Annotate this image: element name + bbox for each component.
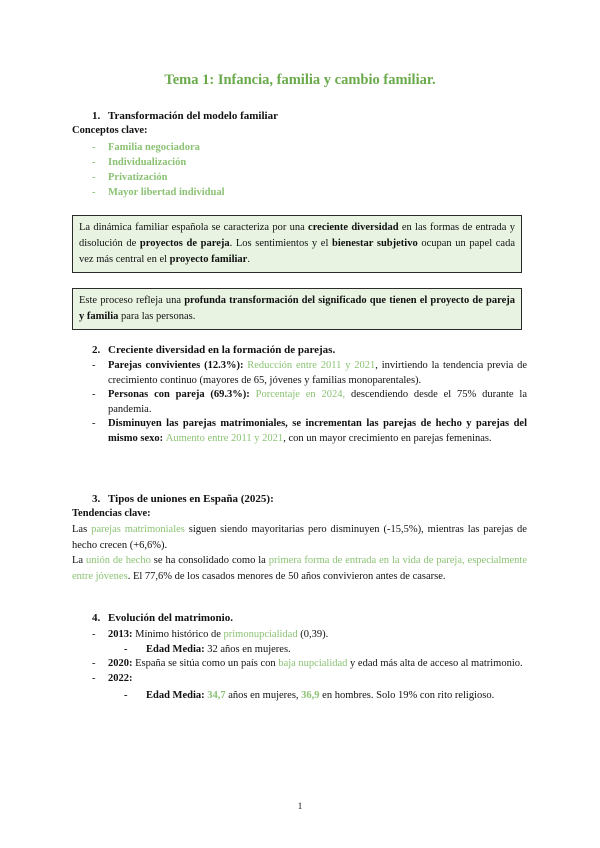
- list-item: [92, 388, 527, 417]
- item-text: en hombres. Solo 19% con rito religioso.: [319, 690, 495, 701]
- paragraph-1: [72, 522, 527, 554]
- item-highlight: Porcentaje en 2024,: [255, 389, 346, 400]
- box2-text: Este proceso refleja una: [79, 295, 185, 306]
- section-4-list: [92, 628, 527, 704]
- list-item: [92, 417, 527, 446]
- section-2-heading: [92, 344, 335, 356]
- para-highlight: unión de hecho: [86, 555, 151, 566]
- item-text: años en mujeres,: [225, 690, 302, 701]
- item-bold: 2013:: [108, 629, 133, 640]
- item-bold: Disminuyen las parejas matrimoniales, se incrementan las parejas de hecho y parejas del mismo sexo: [108, 418, 527, 444]
- box1-text: La dinámica familiar española se caracteriza por una: [79, 222, 309, 233]
- page-title: Tema 1: Infancia, familia y cambio familiar.: [164, 72, 436, 88]
- section-1-number: 1.: [92, 110, 101, 122]
- list-item: [92, 359, 527, 388]
- item-text: y edad más alta de acceso al matrimonio.: [347, 658, 523, 669]
- section-1-title: Transformación del modelo familiar: [108, 110, 278, 122]
- list-item: [92, 628, 527, 657]
- sub-list-item: [124, 643, 527, 658]
- para-text: . El 77,6% de los casados menores de 50 años convivieron antes de casarse.: [127, 571, 446, 582]
- concept-item: - Mayor libertad individual: [92, 185, 225, 200]
- item-text: , invirtiendo la tendencia previa de crecimiento continuo (mayores de 65, jóvenes y familias monoparentales).: [108, 360, 527, 386]
- sub-list-item: [124, 689, 527, 704]
- item-bold: 2020:: [108, 658, 133, 669]
- box1-bold: bienestar subjetivo: [332, 238, 418, 249]
- section-2-title: Creciente diversidad en la formación de parejas.: [108, 344, 336, 356]
- concept-item: - Privatización: [92, 170, 225, 185]
- concepts-list: [92, 140, 225, 200]
- item-text: 32 años en mujeres.: [204, 643, 291, 655]
- section-1-heading: [92, 110, 278, 122]
- item-text: España se sitúa como un país con: [132, 658, 279, 669]
- para-text: siguen siendo mayoritarias pero disminuyen (-15,5%), mientras las parejas de hecho crecen (+6,6%).: [72, 524, 527, 551]
- para-text: La: [72, 555, 87, 566]
- highlight-box-1: [72, 215, 522, 273]
- item-text: Mínimo histórico de: [132, 629, 224, 640]
- section-2-list: [92, 359, 527, 446]
- concept-item: - Familia negociadora: [92, 140, 225, 155]
- box1-text: ocupan un papel cada vez más central en el: [79, 238, 515, 265]
- concepts-label: Conceptos clave:: [72, 125, 148, 136]
- item-bold: Parejas convivientes (12.3%): [108, 360, 240, 371]
- item-bold: 2022:: [108, 672, 133, 684]
- box1-bold: proyectos de pareja: [139, 238, 230, 249]
- item-highlight: Aumento entre 2011 y 2021: [165, 432, 284, 444]
- highlight-box-2: [72, 288, 522, 330]
- para-highlight: primera forma de entrada en la vida de pareja, especialmente entre jóvenes: [72, 555, 528, 582]
- concept-item: - Individualización: [92, 155, 225, 170]
- item-highlight: 36,9: [301, 690, 320, 701]
- item-bold: Personas con pareja (69.3%): [108, 389, 247, 400]
- item-highlight: 34,7: [207, 690, 226, 701]
- section-2-number: 2.: [92, 344, 101, 356]
- list-item: [92, 672, 527, 704]
- section-4-heading: [92, 612, 233, 624]
- item-bold: Edad Media:: [146, 643, 205, 655]
- item-bold: Edad Media:: [146, 690, 205, 701]
- section-3-number: 3.: [92, 493, 101, 505]
- section-3-heading: [92, 493, 274, 505]
- section-3-title: Tipos de uniones en España (2025):: [108, 493, 274, 505]
- trends-label: Tendencias clave:: [72, 508, 151, 519]
- box1-text: en las formas de entrada y disolución de: [79, 222, 515, 249]
- item-highlight: Reducción entre 2011 y 2021: [247, 360, 376, 371]
- box1-text: . Los sentimientos y el: [229, 238, 333, 249]
- box1-text: .: [247, 254, 250, 265]
- box2-text: para las personas.: [118, 311, 196, 322]
- item-highlight: primonupcialidad: [223, 629, 298, 640]
- list-item: [92, 657, 527, 672]
- item-text: , con un mayor crecimiento en parejas femeninas.: [283, 432, 492, 444]
- item-text: descendiendo desde el 75% durante la pandemia.: [108, 389, 527, 415]
- item-colon: :: [246, 389, 256, 400]
- item-colon: :: [159, 432, 166, 444]
- para-text: Las: [72, 524, 92, 535]
- page-number: 1: [297, 801, 303, 811]
- box1-bold: proyecto familiar: [169, 254, 248, 265]
- paragraph-2: [72, 553, 527, 585]
- para-highlight: parejas matrimoniales: [91, 524, 185, 535]
- section-4-title: Evolución del matrimonio.: [108, 612, 233, 624]
- box2-bold: profunda transformación del significado que tienen el proyecto de pareja y familia: [79, 295, 516, 322]
- section-4-number: 4.: [92, 612, 101, 624]
- item-text: (0,39).: [297, 629, 329, 640]
- item-highlight: baja nupcialidad: [278, 658, 348, 669]
- item-colon: :: [239, 360, 248, 371]
- para-text: se ha consolidado como la: [150, 555, 269, 566]
- box1-bold: creciente diversidad: [308, 222, 399, 233]
